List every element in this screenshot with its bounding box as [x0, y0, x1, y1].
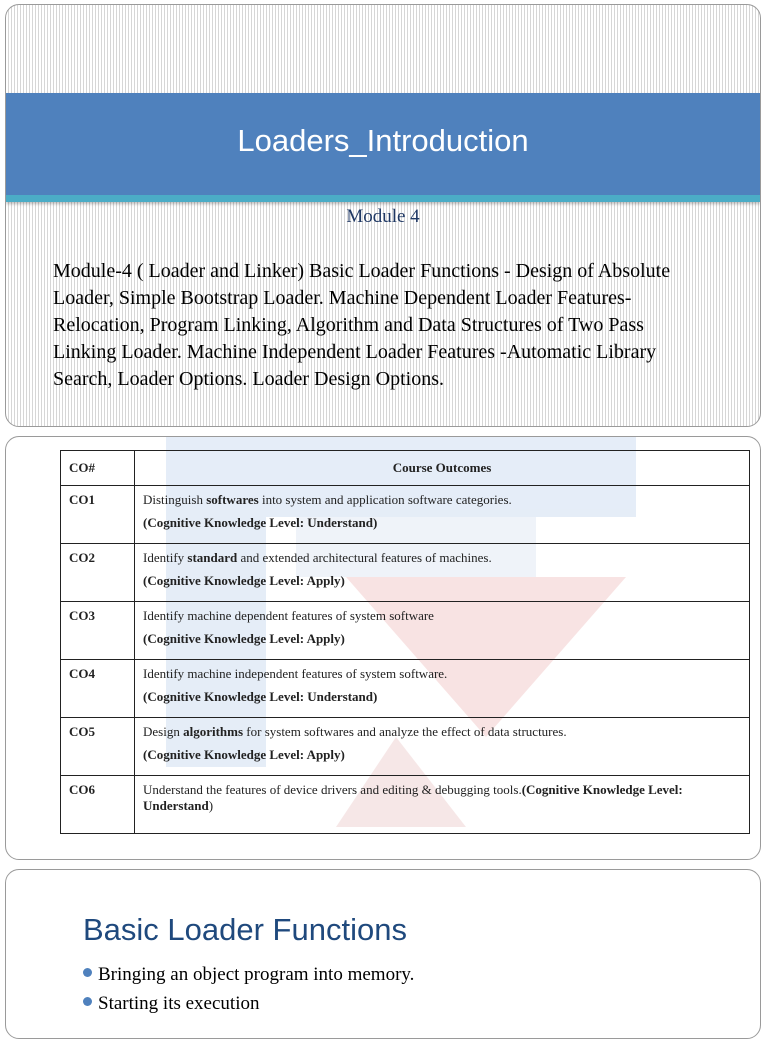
outcome-bold-text: softwares	[206, 492, 259, 507]
outcome-text-tail: for system softwares and analyze the effect of data structures.	[243, 724, 567, 739]
co-code-cell: CO5	[61, 718, 135, 776]
co-description-cell	[135, 660, 750, 718]
outcome-bold-text: standard	[187, 550, 238, 565]
outcome-text: Identify machine independent features of system software.	[143, 666, 448, 681]
outcome-text: Design	[143, 724, 184, 739]
outcome-bold-text: (Cognitive Knowledge Level: Understand	[143, 782, 683, 813]
knowledge-level: (Cognitive Knowledge Level: Understand)	[143, 515, 378, 530]
header-outcomes: Course Outcomes	[135, 451, 750, 486]
header-co: CO#	[61, 451, 135, 486]
outcome-bold-text: algorithms	[183, 724, 244, 739]
table-row	[61, 486, 750, 544]
course-outcomes-table	[60, 450, 750, 834]
co-description-cell	[135, 486, 750, 544]
co-code-cell: CO4	[61, 660, 135, 718]
outcome-text: Distinguish	[143, 492, 207, 507]
knowledge-level: (Cognitive Knowledge Level: Apply)	[143, 747, 345, 762]
list-item	[83, 989, 414, 1018]
slide-subtitle: Module 4	[346, 206, 420, 227]
knowledge-level: (Cognitive Knowledge Level: Apply)	[143, 631, 345, 646]
co-code-cell: CO6	[61, 776, 135, 834]
title-band	[6, 93, 760, 202]
slide-basic-loader-functions	[5, 869, 761, 1039]
knowledge-level: (Cognitive Knowledge Level: Apply)	[143, 573, 345, 588]
table-header-row	[61, 451, 750, 486]
bullet-icon	[83, 997, 92, 1006]
outcome-text-tail: and extended architectural features of machines.	[237, 550, 492, 565]
list-item-text: Starting its execution	[98, 993, 260, 1014]
co-description-cell	[135, 602, 750, 660]
co-code-cell: CO2	[61, 544, 135, 602]
knowledge-level: (Cognitive Knowledge Level: Understand)	[143, 689, 378, 704]
outcome-text: Understand the features of device drivers and editing & debugging tools.	[143, 782, 522, 797]
slide-introduction	[5, 4, 761, 427]
outcome-text-tail: )	[208, 798, 214, 813]
co-description-cell	[135, 776, 750, 834]
list-item	[83, 960, 414, 989]
slide-title: Loaders_Introduction	[237, 123, 529, 158]
table-row	[61, 660, 750, 718]
bullet-icon	[83, 968, 92, 977]
table-row	[61, 602, 750, 660]
outcome-text-tail: into system and application software categories.	[258, 492, 512, 507]
table-row	[61, 718, 750, 776]
section-heading: Basic Loader Functions	[83, 912, 407, 947]
module-description: Module-4 ( Loader and Linker) Basic Loader Functions - Design of Absolute Loader, Simple Bootstrap Loader. Machine Dependent Loader Features- Relocation, Program Linking, Algorithm and Data Structures of Two Pass Linking Loader. Machine Independent Loader Features -Automatic Library Search, Loader Options. Loader Design Options.	[53, 260, 671, 390]
outcome-text: Identify	[143, 550, 188, 565]
list-item-text: Bringing an object program into memory.	[98, 964, 415, 985]
table-row	[61, 544, 750, 602]
table-row	[61, 776, 750, 834]
co-code-cell: CO3	[61, 602, 135, 660]
slide-course-outcomes	[5, 436, 761, 860]
bullet-list	[83, 960, 414, 1018]
co-description-cell	[135, 718, 750, 776]
co-description-cell	[135, 544, 750, 602]
co-code-cell: CO1	[61, 486, 135, 544]
outcome-text: Identify machine dependent features of system software	[143, 608, 434, 623]
